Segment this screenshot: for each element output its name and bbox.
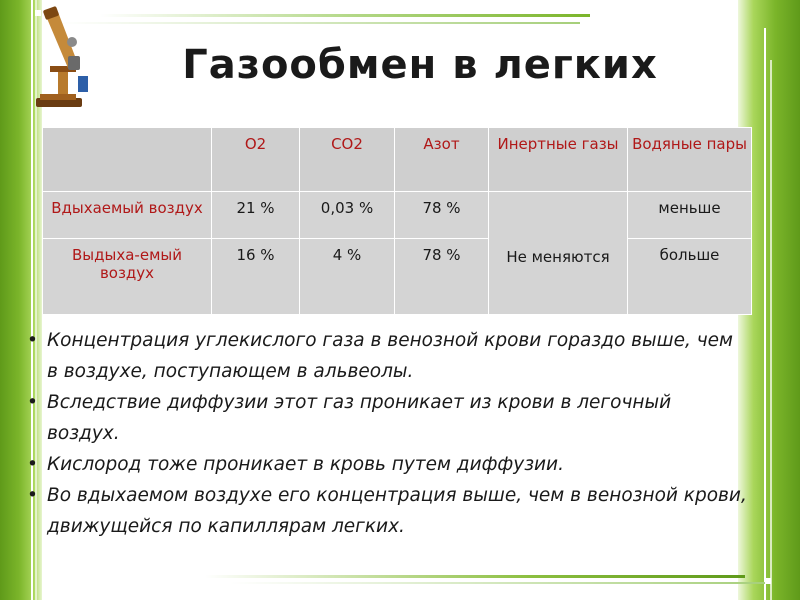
table-cell: меньше <box>628 192 752 239</box>
bullet-dot: • <box>27 330 38 351</box>
table-header-row <box>43 128 752 192</box>
table-cell: 78 % <box>395 192 489 239</box>
bullet-text: Вследствие диффузии этот газ проникает из крови в легочный воздух. <box>47 392 672 444</box>
bullet-item <box>27 449 747 480</box>
table-header-cell: Водяные пары <box>628 128 752 192</box>
bottom-decorative-bar <box>205 575 745 578</box>
bullet-item <box>27 480 747 542</box>
bullet-text: Кислород тоже проникает в кровь путем диффузии. <box>47 454 564 475</box>
bullet-list <box>27 325 747 542</box>
bottom-decorative-bar <box>230 582 770 584</box>
table-cell: 78 % <box>395 239 489 315</box>
table-cell: больше <box>628 239 752 315</box>
decorative-square <box>765 578 771 584</box>
bullet-item <box>27 387 747 449</box>
page-title: Газообмен в легких <box>182 42 658 88</box>
table-header-cell: Азот <box>395 128 489 192</box>
table-cell: 16 % <box>212 239 300 315</box>
table-header-cell: Инертные газы <box>489 128 628 192</box>
bullet-dot: • <box>27 392 38 413</box>
bullet-text: Концентрация углекислого газа в венозной крови гораздо выше, чем в воздухе, поступающем в альвеолы. <box>47 330 733 382</box>
bullet-dot: • <box>27 454 38 475</box>
table-cell: 4 % <box>300 239 395 315</box>
table-header-cell: CO2 <box>300 128 395 192</box>
decorative-line <box>764 28 766 600</box>
bullet-dot: • <box>27 485 38 506</box>
bullet-text: Во вдыхаемом воздухе его концентрация выше, чем в венозной крови, движущейся по капиллярам легких. <box>47 485 747 537</box>
top-decorative-bar <box>60 22 580 24</box>
top-decorative-bar <box>100 14 590 17</box>
row-label: Вдыхаемый воздух <box>43 192 212 239</box>
table-cell: 21 % <box>212 192 300 239</box>
row-label: Выдыха-емый воздух <box>43 239 212 315</box>
table-row <box>43 239 752 315</box>
microscope-icon <box>28 6 98 111</box>
table-cell: 0,03 % <box>300 192 395 239</box>
bullet-item <box>27 325 747 387</box>
decorative-line <box>770 60 772 600</box>
table-row <box>43 192 752 239</box>
table-header-cell <box>43 128 212 192</box>
gas-exchange-table <box>42 127 752 315</box>
merged-cell: Не меняются <box>489 192 628 315</box>
table-header-cell: O2 <box>212 128 300 192</box>
